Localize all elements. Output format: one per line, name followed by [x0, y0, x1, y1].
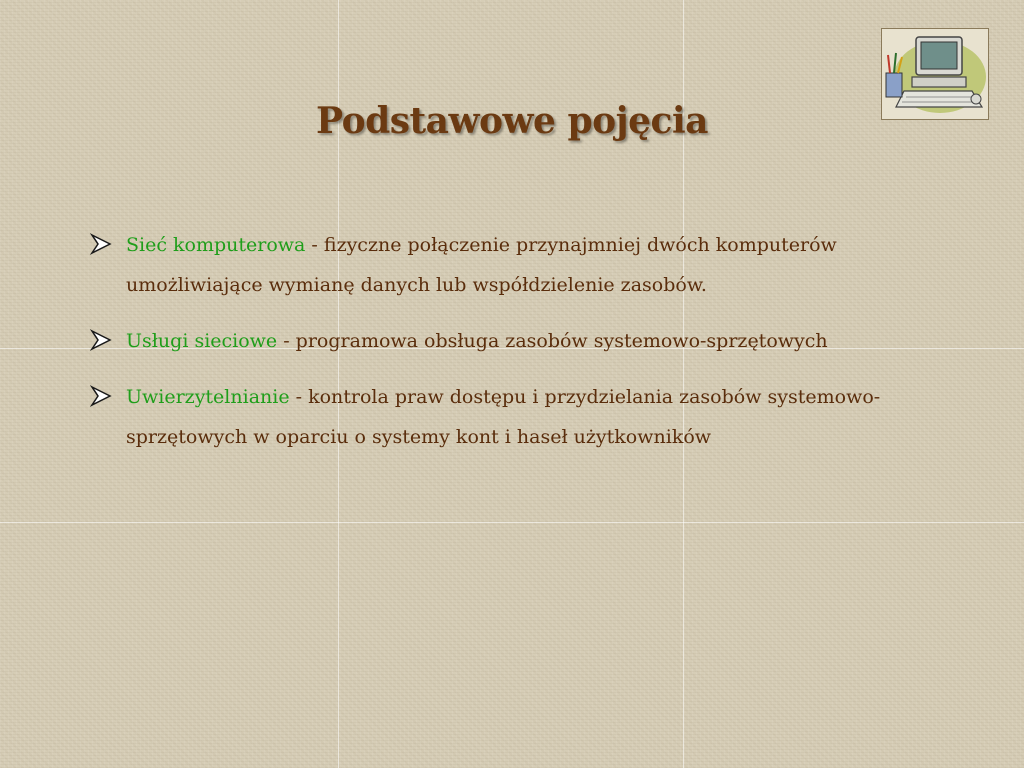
bullet-definition: - programowa obsługa zasobów systemowo-sprzętowych: [277, 330, 828, 352]
bullet-list: [90, 225, 890, 473]
bullet-term: Usługi sieciowe: [126, 330, 278, 352]
bullet-definition: - fizyczne połączenie przynajmniej dwóch komputerów umożliwiające wymianę danych lub współdzielenie zasobów.: [126, 234, 837, 296]
arrow-bullet-icon: [90, 385, 112, 407]
bullet-definition: - kontrola praw dostępu i przydzielania zasobów systemowo-sprzętowych w oparciu o systemy kont i haseł użytkowników: [126, 386, 881, 448]
arrow-bullet-icon: [90, 329, 112, 351]
bullet-item: [90, 377, 890, 457]
bullet-term: Uwierzytelnianie: [126, 386, 290, 408]
arrow-bullet-icon: [90, 233, 112, 255]
bullet-item: [90, 225, 890, 305]
bullet-term: Sieć komputerowa: [126, 234, 306, 256]
grid-line: [0, 522, 1024, 523]
bullet-item: [90, 321, 890, 361]
slide-title: Podstawowe pojęcia: [316, 100, 708, 142]
